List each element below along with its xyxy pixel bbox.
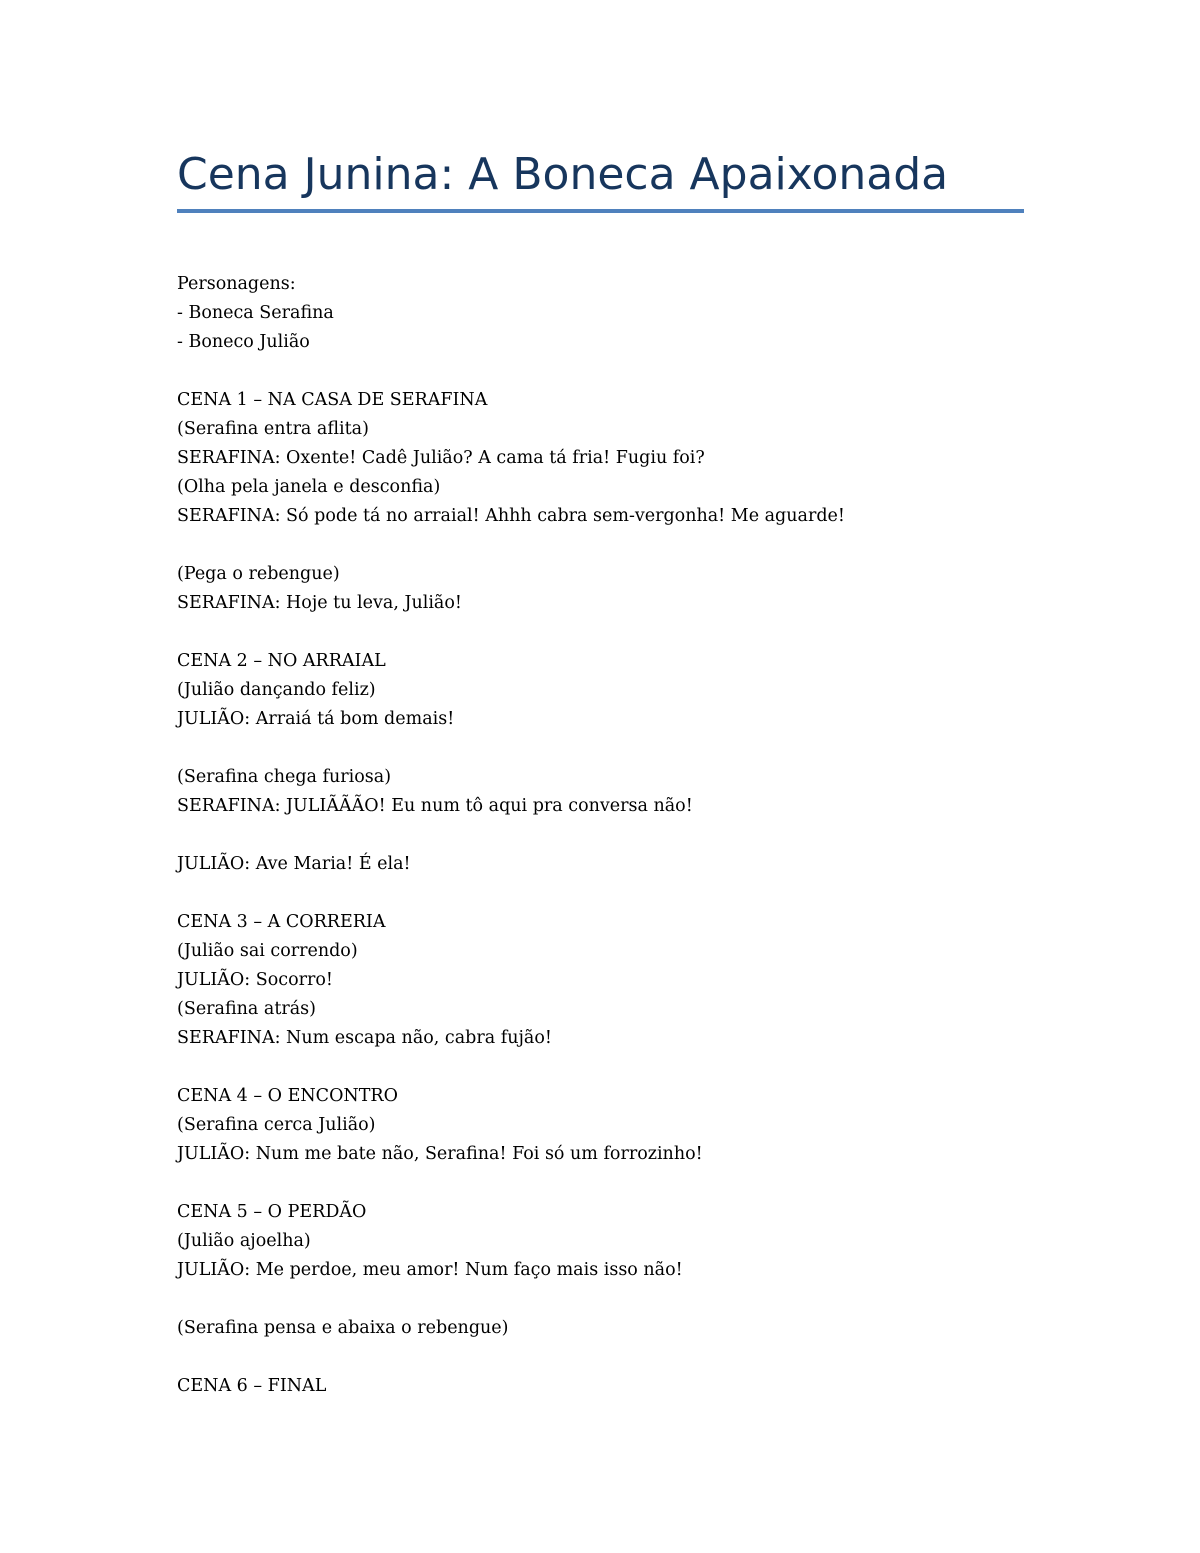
text-line: CENA 2 – NO ARRAIAL <box>177 651 386 671</box>
text-line: CENA 6 – FINAL <box>177 1376 327 1396</box>
blank-line <box>177 357 1037 386</box>
text-line: JULIÃO: Num me bate não, Serafina! Foi só um forrozinho! <box>177 1144 703 1164</box>
text-line: (Serafina entra aflita) <box>177 419 369 439</box>
text-line: (Pega o rebengue) <box>177 564 340 584</box>
document-body <box>177 270 1037 1401</box>
text-line: JULIÃO: Me perdoe, meu amor! Num faço mais isso não! <box>177 1260 683 1280</box>
text-line: JULIÃO: Ave Maria! É ela! <box>177 854 411 874</box>
blank-line <box>177 879 1037 908</box>
text-line: JULIÃO: Arraiá tá bom demais! <box>177 709 455 729</box>
text-line: CENA 5 – O PERDÃO <box>177 1202 367 1222</box>
blank-line <box>177 821 1037 850</box>
text-line: (Olha pela janela e desconfia) <box>177 477 441 497</box>
text-line: (Julião sai correndo) <box>177 941 358 961</box>
text-line: (Serafina atrás) <box>177 999 316 1019</box>
text-line: SERAFINA: Num escapa não, cabra fujão! <box>177 1028 552 1048</box>
text-line: (Serafina chega furiosa) <box>177 767 392 787</box>
text-line: CENA 4 – O ENCONTRO <box>177 1086 398 1106</box>
blank-line <box>177 1053 1037 1082</box>
text-line: SERAFINA: Hoje tu leva, Julião! <box>177 593 462 613</box>
text-line: - Boneco Julião <box>177 332 310 352</box>
text-line: (Serafina cerca Julião) <box>177 1115 376 1135</box>
blank-line <box>177 1285 1037 1314</box>
text-line: SERAFINA: JULIÃÃÃO! Eu num tô aqui pra conversa não! <box>177 796 693 816</box>
blank-line <box>177 531 1037 560</box>
document-title: Cena Junina: A Boneca Apaixonada <box>177 149 949 200</box>
text-line: SERAFINA: Só pode tá no arraial! Ahhh cabra sem-vergonha! Me aguarde! <box>177 506 845 526</box>
blank-line <box>177 734 1037 763</box>
text-line: CENA 3 – A CORRERIA <box>177 912 386 932</box>
blank-line <box>177 1169 1037 1198</box>
text-line: (Julião ajoelha) <box>177 1231 311 1251</box>
text-line: SERAFINA: Oxente! Cadê Julião? A cama tá fria! Fugiu foi? <box>177 448 705 468</box>
title-underline <box>177 209 1024 213</box>
text-line: (Serafina pensa e abaixa o rebengue) <box>177 1318 509 1338</box>
text-line: Personagens: <box>177 274 296 294</box>
text-line: (Julião dançando feliz) <box>177 680 376 700</box>
text-line: JULIÃO: Socorro! <box>177 970 333 990</box>
text-line: CENA 1 – NA CASA DE SERAFINA <box>177 390 488 410</box>
blank-line <box>177 618 1037 647</box>
blank-line <box>177 1343 1037 1372</box>
text-line: - Boneca Serafina <box>177 303 334 323</box>
